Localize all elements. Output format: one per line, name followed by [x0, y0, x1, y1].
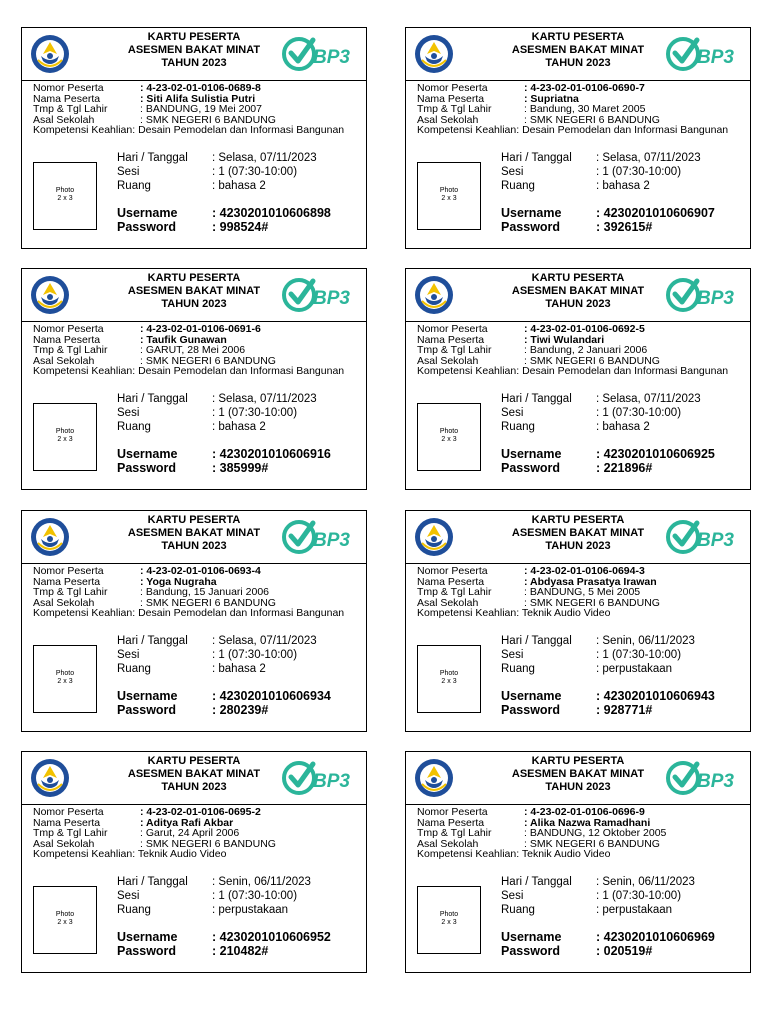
title-line-3: TAHUN 2023: [161, 298, 227, 310]
card-title: [466, 272, 690, 311]
photo-size: 2 x 3: [441, 195, 457, 202]
hari-label: Hari / Tanggal: [501, 152, 572, 164]
bp3-logo: [282, 36, 356, 72]
asal-label: Asal Sekolah: [417, 113, 479, 126]
photo-label: Photo: [55, 670, 75, 677]
nama-value: : Siti Alifa Sulistia Putri: [140, 92, 256, 105]
bp3-logo: [666, 36, 740, 72]
username-value: : 4230201010606934: [212, 689, 331, 703]
ruang-label: Ruang: [117, 904, 151, 916]
kompetensi-label: Kompetensi Keahlian: [417, 365, 517, 377]
kompetensi-label: Kompetensi Keahlian: [33, 124, 133, 136]
title-line-3: TAHUN 2023: [545, 298, 611, 310]
sesi-label: Sesi: [117, 890, 140, 902]
photo-label: Photo: [55, 187, 75, 194]
participant-info: [33, 83, 362, 136]
sesi-value: : 1 (07:30-10:00): [212, 649, 298, 661]
kompetensi-label: Kompetensi Keahlian: [417, 848, 517, 860]
title-line-2: ASESMEN BAKAT MINAT: [127, 768, 261, 780]
title-line-2: ASESMEN BAKAT MINAT: [511, 768, 645, 780]
card-header: [406, 752, 750, 805]
photo-label: Photo: [439, 670, 459, 677]
participant-info: [417, 324, 746, 377]
username-label: Username: [117, 930, 178, 944]
asal-label: Asal Sekolah: [417, 837, 479, 850]
title-line-2: ASESMEN BAKAT MINAT: [127, 527, 261, 539]
photo-placeholder: [417, 645, 481, 713]
login-credentials: [117, 930, 362, 958]
ruang-label: Ruang: [117, 180, 151, 192]
title-line-1: KARTU PESERTA: [147, 514, 241, 526]
asal-label: Asal Sekolah: [33, 837, 95, 850]
photo-size: 2 x 3: [441, 436, 457, 443]
sesi-label: Sesi: [117, 649, 140, 661]
title-line-1: KARTU PESERTA: [531, 514, 625, 526]
ttl-value: : GARUT, 28 Mei 2006: [140, 344, 246, 356]
participant-info: [417, 807, 746, 860]
ttl-value: : BANDUNG, 12 Oktober 2005: [524, 827, 667, 839]
photo-size: 2 x 3: [57, 436, 73, 443]
tut-wuri-handayani-logo: [414, 758, 454, 798]
nama-value: : Abdyasa Prasatya Irawan: [524, 575, 657, 588]
ruang-value: : bahasa 2: [212, 663, 266, 675]
photo-label: Photo: [55, 428, 75, 435]
login-credentials: [117, 206, 362, 234]
kompetensi-value: : Desain Pemodelan dan Informasi Bangunan: [132, 124, 345, 136]
nomor-value: : 4-23-02-01-0106-0695-2: [140, 806, 261, 818]
kompetensi-value: : Teknik Audio Video: [516, 607, 611, 619]
nomor-label: Nomor Peserta: [33, 565, 104, 577]
participant-info: [33, 324, 362, 377]
participant-card: [21, 510, 367, 732]
nama-label: Nama Peserta: [417, 575, 485, 588]
photo-size: 2 x 3: [57, 678, 73, 685]
ttl-label: Tmp & Tgl Lahir: [417, 586, 492, 598]
photo-size: 2 x 3: [441, 678, 457, 685]
password-value: : 928771#: [596, 703, 653, 717]
password-label: Password: [501, 461, 561, 475]
password-value: : 221896#: [596, 461, 653, 475]
asal-value: : SMK NEGERI 6 BANDUNG: [524, 113, 660, 126]
password-value: : 998524#: [212, 220, 269, 234]
asal-label: Asal Sekolah: [33, 354, 95, 367]
title-line-2: ASESMEN BAKAT MINAT: [511, 285, 645, 297]
photo-label: Photo: [439, 187, 459, 194]
ruang-value: : bahasa 2: [596, 180, 650, 192]
nama-value: : Tiwi Wulandari: [524, 333, 605, 346]
password-label: Password: [501, 220, 561, 234]
card-header: [406, 28, 750, 81]
login-credentials: [501, 689, 746, 717]
asal-label: Asal Sekolah: [33, 596, 95, 609]
password-label: Password: [501, 944, 561, 958]
exam-schedule: [501, 875, 746, 917]
title-line-3: TAHUN 2023: [545, 57, 611, 69]
title-line-1: KARTU PESERTA: [147, 31, 241, 43]
sesi-label: Sesi: [501, 649, 524, 661]
asal-value: : SMK NEGERI 6 BANDUNG: [140, 113, 276, 126]
username-label: Username: [501, 447, 562, 461]
participant-card: [21, 268, 367, 490]
participant-info: [33, 566, 362, 619]
kompetensi-label: Kompetensi Keahlian: [33, 848, 133, 860]
asal-label: Asal Sekolah: [417, 354, 479, 367]
card-title: [82, 755, 306, 794]
username-value: : 4230201010606952: [212, 930, 331, 944]
bp3-logo: [666, 519, 740, 555]
photo-placeholder: [33, 162, 97, 230]
nomor-label: Nomor Peserta: [33, 806, 104, 818]
sesi-value: : 1 (07:30-10:00): [212, 166, 298, 178]
ruang-value: : bahasa 2: [212, 180, 266, 192]
ruang-label: Ruang: [501, 421, 535, 433]
ttl-value: : Bandung, 15 Januari 2006: [140, 586, 270, 598]
exam-schedule: [501, 151, 746, 193]
nomor-value: : 4-23-02-01-0106-0693-4: [140, 565, 261, 577]
sesi-label: Sesi: [117, 166, 140, 178]
svg-text:BP3: BP3: [313, 47, 350, 68]
nama-value: : Supriatna: [524, 92, 579, 105]
ruang-value: : perpustakaan: [596, 663, 673, 675]
login-credentials: [501, 206, 746, 234]
hari-value: : Senin, 06/11/2023: [596, 876, 695, 888]
login-credentials: [117, 689, 362, 717]
hari-label: Hari / Tanggal: [501, 635, 572, 647]
card-header: [22, 28, 366, 81]
tut-wuri-handayani-logo: [30, 517, 70, 557]
nama-label: Nama Peserta: [33, 333, 101, 346]
password-label: Password: [117, 461, 177, 475]
ttl-label: Tmp & Tgl Lahir: [33, 344, 108, 356]
photo-placeholder: [417, 162, 481, 230]
username-label: Username: [117, 447, 178, 461]
photo-placeholder: [417, 886, 481, 954]
title-line-1: KARTU PESERTA: [147, 755, 241, 767]
ruang-label: Ruang: [117, 421, 151, 433]
asal-value: : SMK NEGERI 6 BANDUNG: [140, 596, 276, 609]
card-header: [22, 269, 366, 322]
hari-label: Hari / Tanggal: [501, 876, 572, 888]
sesi-label: Sesi: [117, 407, 140, 419]
card-title: [466, 31, 690, 70]
hari-label: Hari / Tanggal: [501, 393, 572, 405]
photo-placeholder: [417, 403, 481, 471]
hari-value: : Selasa, 07/11/2023: [212, 635, 317, 647]
title-line-3: TAHUN 2023: [161, 57, 227, 69]
title-line-3: TAHUN 2023: [161, 540, 227, 552]
hari-value: : Selasa, 07/11/2023: [212, 152, 317, 164]
photo-size: 2 x 3: [441, 919, 457, 926]
ruang-label: Ruang: [501, 904, 535, 916]
sesi-value: : 1 (07:30-10:00): [596, 890, 682, 902]
ruang-label: Ruang: [501, 663, 535, 675]
title-line-2: ASESMEN BAKAT MINAT: [511, 44, 645, 56]
tut-wuri-handayani-logo: [414, 517, 454, 557]
asal-value: : SMK NEGERI 6 BANDUNG: [524, 354, 660, 367]
nama-label: Nama Peserta: [417, 816, 485, 829]
nomor-label: Nomor Peserta: [417, 82, 488, 94]
card-header: [22, 511, 366, 564]
participant-card: [405, 27, 751, 249]
photo-size: 2 x 3: [57, 195, 73, 202]
exam-schedule: [501, 392, 746, 434]
participant-info: [33, 807, 362, 860]
username-value: : 4230201010606916: [212, 447, 331, 461]
hari-label: Hari / Tanggal: [117, 393, 188, 405]
svg-text:BP3: BP3: [697, 530, 734, 551]
password-label: Password: [117, 944, 177, 958]
card-title: [466, 755, 690, 794]
tut-wuri-handayani-logo: [414, 34, 454, 74]
asal-value: : SMK NEGERI 6 BANDUNG: [524, 837, 660, 850]
password-value: : 280239#: [212, 703, 269, 717]
nama-label: Nama Peserta: [417, 92, 485, 105]
login-credentials: [117, 447, 362, 475]
nomor-value: : 4-23-02-01-0106-0691-6: [140, 323, 261, 335]
tut-wuri-handayani-logo: [30, 34, 70, 74]
username-label: Username: [501, 206, 562, 220]
svg-text:BP3: BP3: [697, 47, 734, 68]
nomor-label: Nomor Peserta: [33, 323, 104, 335]
password-label: Password: [117, 220, 177, 234]
asal-label: Asal Sekolah: [33, 113, 95, 126]
hari-label: Hari / Tanggal: [117, 635, 188, 647]
asal-value: : SMK NEGERI 6 BANDUNG: [140, 837, 276, 850]
asal-label: Asal Sekolah: [417, 596, 479, 609]
exam-schedule: [501, 634, 746, 676]
participant-info: [417, 566, 746, 619]
kompetensi-value: : Desain Pemodelan dan Informasi Bangunan: [132, 607, 345, 619]
ruang-value: : perpustakaan: [596, 904, 673, 916]
title-line-2: ASESMEN BAKAT MINAT: [511, 527, 645, 539]
ttl-label: Tmp & Tgl Lahir: [417, 344, 492, 356]
sesi-value: : 1 (07:30-10:00): [212, 407, 298, 419]
photo-size: 2 x 3: [57, 919, 73, 926]
ttl-value: : BANDUNG, 5 Mei 2005: [524, 586, 641, 598]
nomor-value: : 4-23-02-01-0106-0694-3: [524, 565, 645, 577]
nama-label: Nama Peserta: [33, 575, 101, 588]
username-value: : 4230201010606969: [596, 930, 715, 944]
photo-label: Photo: [55, 911, 75, 918]
svg-text:BP3: BP3: [697, 771, 734, 792]
password-label: Password: [501, 703, 561, 717]
card-header: [22, 752, 366, 805]
nomor-label: Nomor Peserta: [417, 806, 488, 818]
hari-value: : Selasa, 07/11/2023: [596, 152, 701, 164]
ttl-label: Tmp & Tgl Lahir: [417, 827, 492, 839]
password-value: : 392615#: [596, 220, 653, 234]
exam-schedule: [117, 151, 362, 193]
sesi-label: Sesi: [501, 407, 524, 419]
ttl-value: : BANDUNG, 19 Mei 2007: [140, 103, 262, 115]
nama-value: : Alika Nazwa Ramadhani: [524, 816, 651, 829]
photo-label: Photo: [439, 428, 459, 435]
svg-text:BP3: BP3: [313, 530, 350, 551]
ruang-value: : perpustakaan: [212, 904, 289, 916]
svg-text:BP3: BP3: [313, 771, 350, 792]
title-line-2: ASESMEN BAKAT MINAT: [127, 285, 261, 297]
nama-value: : Yoga Nugraha: [140, 575, 217, 588]
sesi-label: Sesi: [501, 166, 524, 178]
ruang-value: : bahasa 2: [212, 421, 266, 433]
nomor-value: : 4-23-02-01-0106-0696-9: [524, 806, 645, 818]
ttl-label: Tmp & Tgl Lahir: [33, 827, 108, 839]
kompetensi-value: : Desain Pemodelan dan Informasi Bangunan: [516, 365, 729, 377]
username-label: Username: [117, 206, 178, 220]
tut-wuri-handayani-logo: [414, 275, 454, 315]
participant-card: [405, 510, 751, 732]
card-title: [82, 514, 306, 553]
kompetensi-value: : Teknik Audio Video: [132, 848, 227, 860]
card-title: [82, 31, 306, 70]
asal-value: : SMK NEGERI 6 BANDUNG: [524, 596, 660, 609]
photo-label: Photo: [439, 911, 459, 918]
participant-card: [405, 268, 751, 490]
ttl-label: Tmp & Tgl Lahir: [33, 103, 108, 115]
tut-wuri-handayani-logo: [30, 275, 70, 315]
nama-value: : Aditya Rafi Akbar: [140, 816, 234, 829]
nomor-value: : 4-23-02-01-0106-0690-7: [524, 82, 645, 94]
exam-schedule: [117, 392, 362, 434]
photo-placeholder: [33, 645, 97, 713]
title-line-2: ASESMEN BAKAT MINAT: [127, 44, 261, 56]
password-value: : 385999#: [212, 461, 269, 475]
photo-placeholder: [33, 403, 97, 471]
hari-value: : Selasa, 07/11/2023: [596, 393, 701, 405]
kompetensi-value: : Teknik Audio Video: [516, 848, 611, 860]
participant-card: [21, 27, 367, 249]
nama-label: Nama Peserta: [33, 92, 101, 105]
nama-label: Nama Peserta: [33, 816, 101, 829]
password-label: Password: [117, 703, 177, 717]
card-header: [406, 269, 750, 322]
username-value: : 4230201010606898: [212, 206, 331, 220]
hari-value: : Senin, 06/11/2023: [596, 635, 695, 647]
title-line-3: TAHUN 2023: [545, 540, 611, 552]
title-line-1: KARTU PESERTA: [531, 755, 625, 767]
exam-schedule: [117, 634, 362, 676]
kompetensi-label: Kompetensi Keahlian: [33, 607, 133, 619]
kompetensi-value: : Desain Pemodelan dan Informasi Bangunan: [132, 365, 345, 377]
bp3-logo: [282, 519, 356, 555]
title-line-3: TAHUN 2023: [545, 781, 611, 793]
username-value: : 4230201010606943: [596, 689, 715, 703]
password-value: : 210482#: [212, 944, 269, 958]
bp3-logo: [282, 760, 356, 796]
bp3-logo: [666, 277, 740, 313]
ttl-value: : Garut, 24 April 2006: [140, 827, 240, 839]
username-label: Username: [501, 689, 562, 703]
sesi-value: : 1 (07:30-10:00): [596, 166, 682, 178]
nomor-label: Nomor Peserta: [417, 565, 488, 577]
login-credentials: [501, 930, 746, 958]
username-value: : 4230201010606907: [596, 206, 715, 220]
nama-label: Nama Peserta: [417, 333, 485, 346]
sesi-label: Sesi: [501, 890, 524, 902]
kompetensi-label: Kompetensi Keahlian: [417, 124, 517, 136]
participant-card: [21, 751, 367, 973]
hari-label: Hari / Tanggal: [117, 876, 188, 888]
title-line-1: KARTU PESERTA: [531, 31, 625, 43]
card-title: [82, 272, 306, 311]
participant-info: [417, 83, 746, 136]
bp3-logo: [282, 277, 356, 313]
nomor-label: Nomor Peserta: [33, 82, 104, 94]
login-credentials: [501, 447, 746, 475]
asal-value: : SMK NEGERI 6 BANDUNG: [140, 354, 276, 367]
exam-schedule: [117, 875, 362, 917]
card-header: [406, 511, 750, 564]
nama-value: : Taufik Gunawan: [140, 333, 227, 346]
photo-placeholder: [33, 886, 97, 954]
nomor-value: : 4-23-02-01-0106-0692-5: [524, 323, 645, 335]
kompetensi-label: Kompetensi Keahlian: [33, 365, 133, 377]
nomor-label: Nomor Peserta: [417, 323, 488, 335]
sesi-value: : 1 (07:30-10:00): [596, 649, 682, 661]
ruang-label: Ruang: [117, 663, 151, 675]
svg-text:BP3: BP3: [313, 288, 350, 309]
username-label: Username: [117, 689, 178, 703]
hari-value: : Selasa, 07/11/2023: [212, 393, 317, 405]
ttl-value: : Bandung, 30 Maret 2005: [524, 103, 646, 115]
title-line-3: TAHUN 2023: [161, 781, 227, 793]
password-value: : 020519#: [596, 944, 653, 958]
participant-card: [405, 751, 751, 973]
hari-value: : Senin, 06/11/2023: [212, 876, 311, 888]
title-line-1: KARTU PESERTA: [147, 272, 241, 284]
kompetensi-label: Kompetensi Keahlian: [417, 607, 517, 619]
sesi-value: : 1 (07:30-10:00): [212, 890, 298, 902]
ruang-label: Ruang: [501, 180, 535, 192]
username-value: : 4230201010606925: [596, 447, 715, 461]
title-line-1: KARTU PESERTA: [531, 272, 625, 284]
hari-label: Hari / Tanggal: [117, 152, 188, 164]
ttl-label: Tmp & Tgl Lahir: [417, 103, 492, 115]
bp3-logo: [666, 760, 740, 796]
card-title: [466, 514, 690, 553]
sesi-value: : 1 (07:30-10:00): [596, 407, 682, 419]
username-label: Username: [501, 930, 562, 944]
nomor-value: : 4-23-02-01-0106-0689-8: [140, 82, 261, 94]
ttl-value: : Bandung, 2 Januari 2006: [524, 344, 648, 356]
ruang-value: : bahasa 2: [596, 421, 650, 433]
svg-text:BP3: BP3: [697, 288, 734, 309]
ttl-label: Tmp & Tgl Lahir: [33, 586, 108, 598]
tut-wuri-handayani-logo: [30, 758, 70, 798]
kompetensi-value: : Desain Pemodelan dan Informasi Bangunan: [516, 124, 729, 136]
